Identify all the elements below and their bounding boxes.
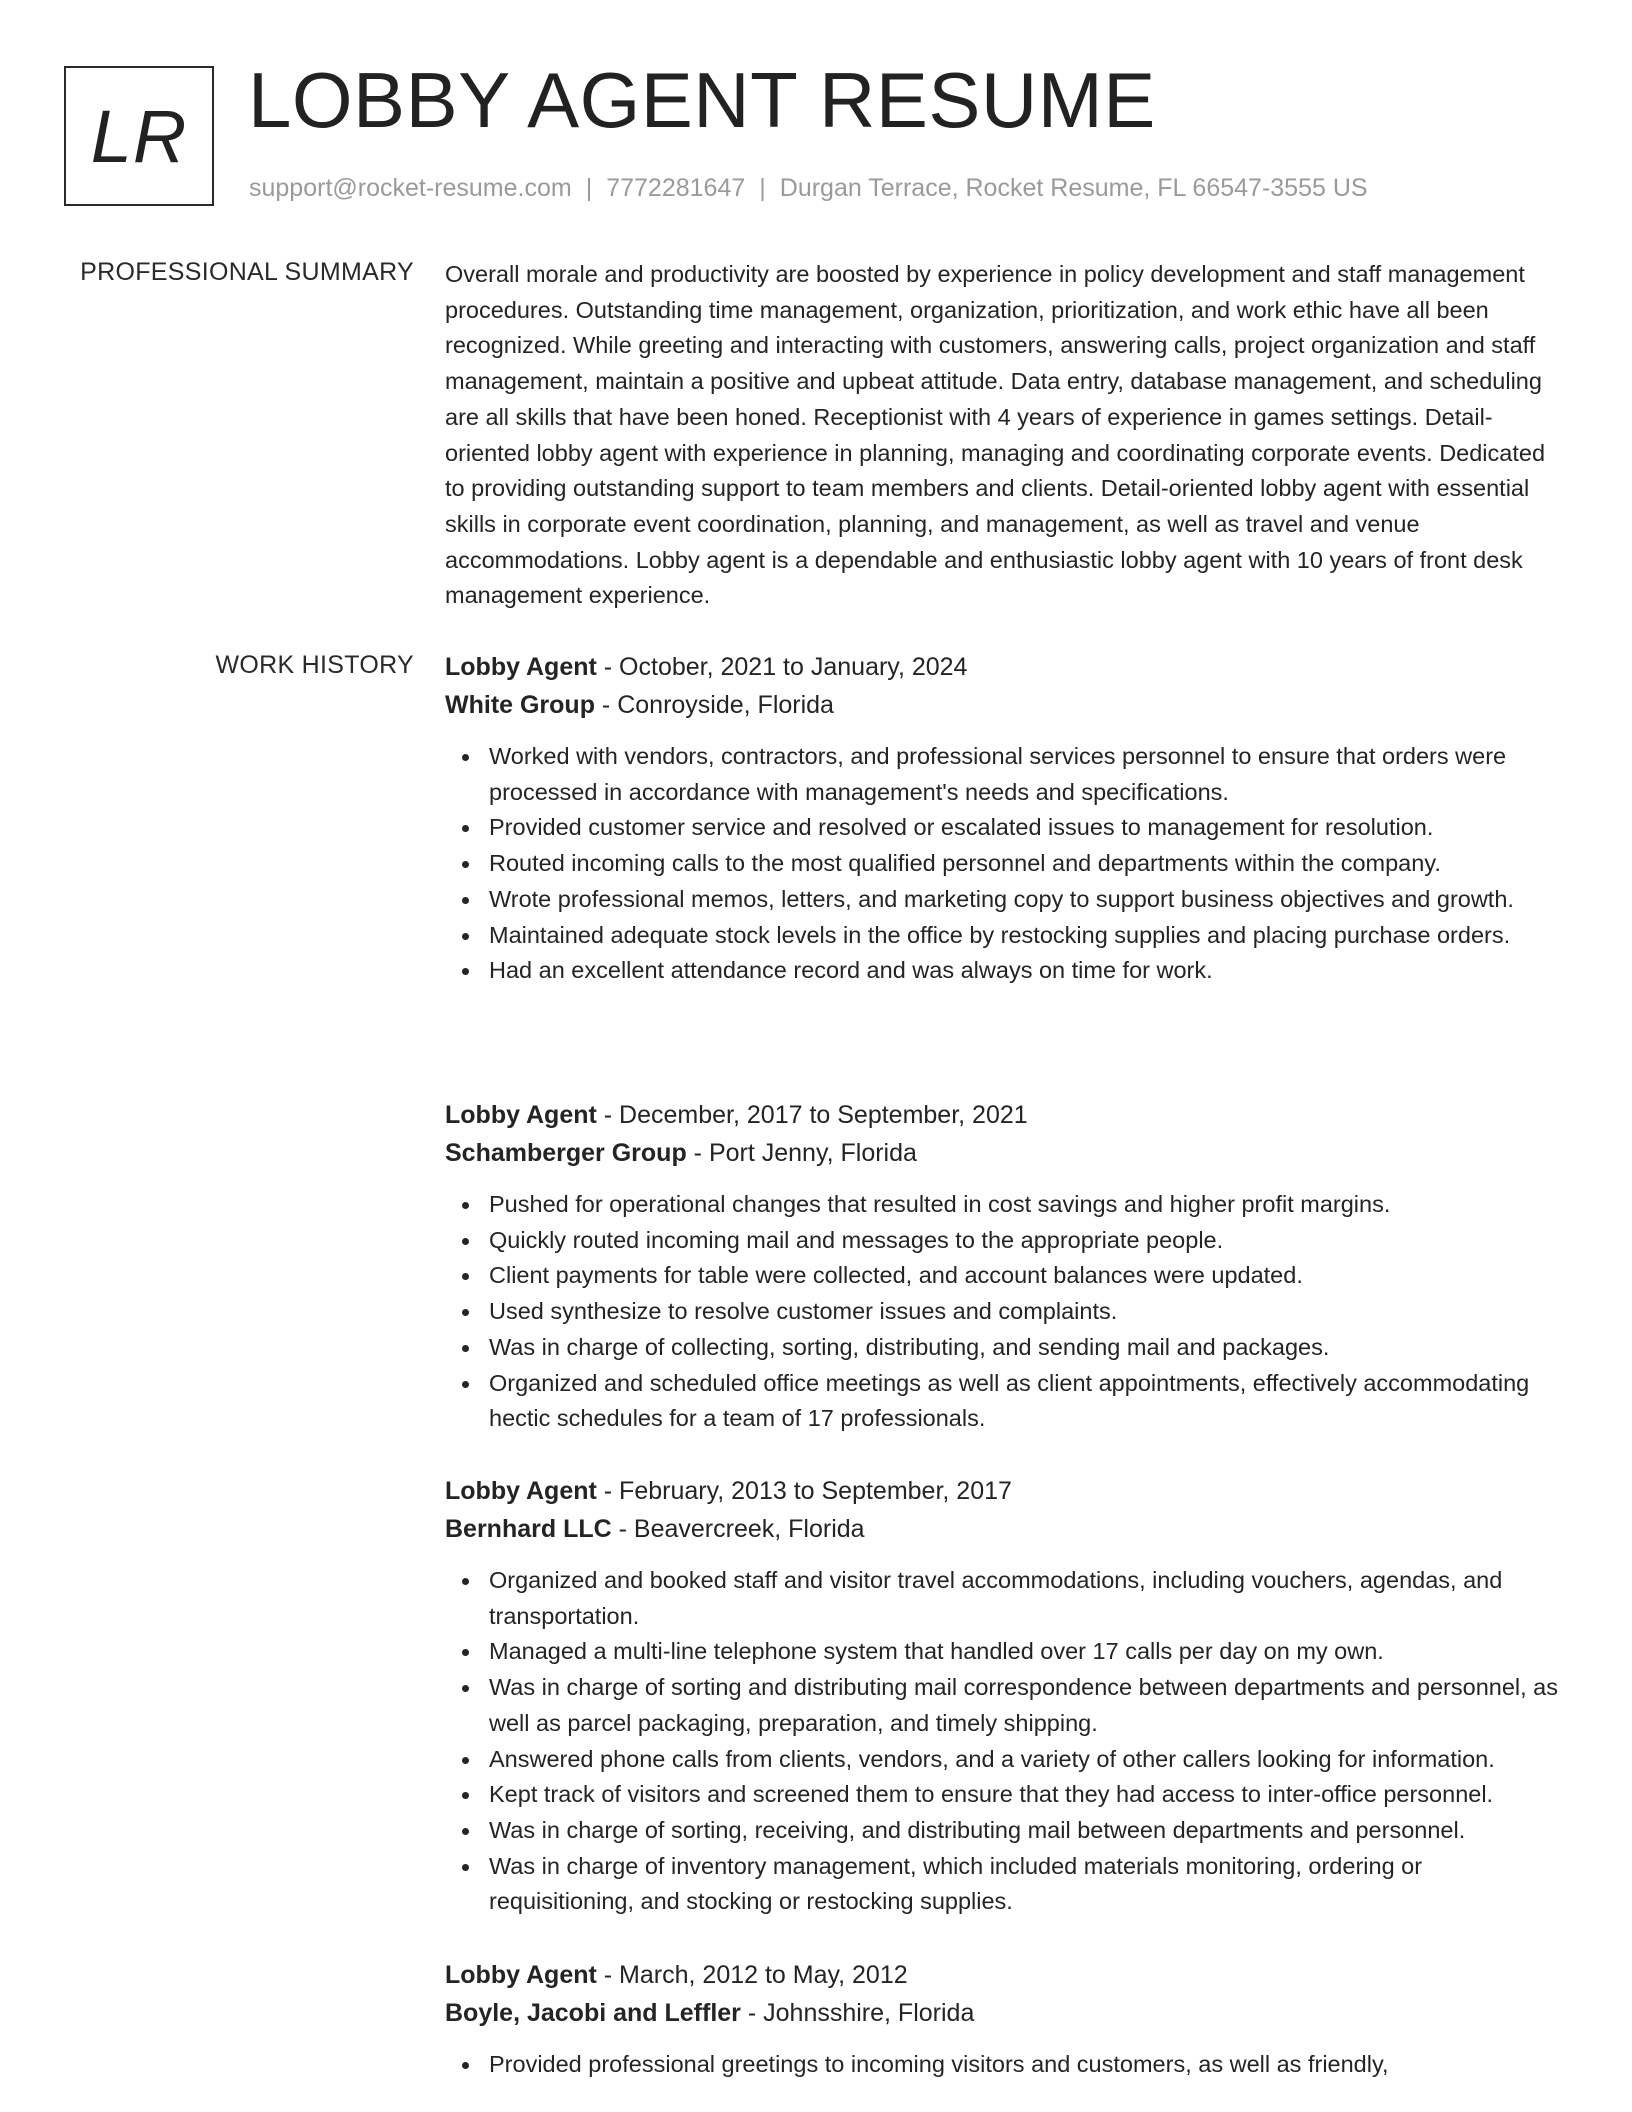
job-dates: - December, 2017 to September, 2021 [596,1101,1028,1129]
contact-line [249,174,1368,203]
job-bullet: Was in charge of collecting, sorting, distributing, and sending mail and packages. [489,1330,1561,1366]
job-company-line [445,1994,1561,2032]
job-bullet: Provided customer service and resolved or escalated issues to management for resolution. [489,810,1561,846]
job-bullet: Organized and scheduled office meetings as well as client appointments, effectively accommodating hectic schedules for a team of 17 professionals. [489,1366,1561,1437]
contact-address: Durgan Terrace, Rocket Resume, FL 66547-3555 US [779,174,1368,202]
job-entry [445,1096,1561,1437]
job-bullet: Was in charge of sorting and distributing mail correspondence between departments and personnel, as well as parcel packaging, preparation, and timely shipping. [489,1670,1561,1741]
job-bullets [445,1187,1561,1437]
job-title: Lobby Agent [445,1477,597,1505]
job-title: Lobby Agent [445,1101,597,1129]
contact-phone[interactable]: 7772281647 [606,174,746,202]
job-bullet: Organized and booked staff and visitor travel accommodations, including vouchers, agendas, and transportation. [489,1563,1561,1634]
section-label-work-history: WORK HISTORY [215,651,414,679]
job-title: Lobby Agent [445,653,597,681]
job-company: Boyle, Jacobi and Leffler [445,1999,741,2027]
job-entry [445,648,1561,989]
job-company-line [445,1510,1561,1548]
job-dates: - March, 2012 to May, 2012 [596,1961,908,1989]
job-bullet: Was in charge of inventory management, which included materials monitoring, ordering or requisitioning, and stocking or restocking supplies. [489,1849,1561,1920]
job-bullet: Worked with vendors, contractors, and professional services personnel to ensure that orders were processed in accordance with management's needs and specifications. [489,739,1561,810]
resume-title: LOBBY AGENT RESUME [248,56,1156,144]
section-label-summary: PROFESSIONAL SUMMARY [80,258,414,286]
job-bullets [445,1563,1561,1920]
summary-text: Overall morale and productivity are boosted by experience in policy development and staff management procedures. Outstanding time management, organization, prioritization, and work ethic have all been recognized. While greeting and interacting with customers, answering calls, project organization and staff management, maintain a positive and upbeat attitude. Data entry, database management, and scheduling are all skills that have been honed. Receptionist with 4 years of experience in games settings. Detail-oriented lobby agent with experience in planning, managing and coordinating corporate events. Dedicated to providing outstanding support to team members and clients. Detail-oriented lobby agent with essential skills in corporate event coordination, planning, and management, as well as travel and venue accommodations. Lobby agent is a dependable and enthusiastic lobby agent with 10 years of front desk management experience. [445,261,1546,609]
job-bullet: Provided professional greetings to incoming visitors and customers, as well as friendly, [489,2047,1561,2083]
job-company: Schamberger Group [445,1139,687,1167]
job-bullets [445,2047,1561,2083]
job-bullet: Maintained adequate stock levels in the office by restocking supplies and placing purchase orders. [489,918,1561,954]
contact-separator: | [759,174,766,202]
job-bullet: Routed incoming calls to the most qualified personnel and departments within the company. [489,846,1561,882]
job-bullet: Used synthesize to resolve customer issues and complaints. [489,1294,1561,1330]
job-title-line [445,1472,1561,1510]
job-bullet: Client payments for table were collected, and account balances were updated. [489,1258,1561,1294]
job-title-line [445,1956,1561,1994]
job-entry [445,1956,1561,2083]
job-company-line [445,686,1561,724]
job-bullet: Kept track of visitors and screened them to ensure that they had access to inter-office personnel. [489,1777,1561,1813]
job-location: - Conroyside, Florida [594,691,834,719]
job-bullet: Managed a multi-line telephone system that handled over 17 calls per day on my own. [489,1634,1561,1670]
job-bullets [445,739,1561,989]
job-location: - Beavercreek, Florida [611,1515,865,1543]
job-company: Bernhard LLC [445,1515,612,1543]
job-bullet: Had an excellent attendance record and was always on time for work. [489,953,1561,989]
job-entry [445,1472,1561,1920]
job-title-line [445,1096,1561,1134]
job-dates: - October, 2021 to January, 2024 [596,653,968,681]
job-company-line [445,1134,1561,1172]
job-bullet: Was in charge of sorting, receiving, and distributing mail between departments and personnel. [489,1813,1561,1849]
job-bullet: Wrote professional memos, letters, and marketing copy to support business objectives and growth. [489,882,1561,918]
job-title-line [445,648,1561,686]
contact-separator: | [585,174,593,202]
job-location: - Port Jenny, Florida [686,1139,917,1167]
job-location: - Johnsshire, Florida [740,1999,975,2027]
monogram-text: LR [90,94,188,178]
job-bullet: Answered phone calls from clients, vendors, and a variety of other callers looking for information. [489,1742,1561,1778]
job-dates: - February, 2013 to September, 2017 [596,1477,1012,1505]
job-bullet: Pushed for operational changes that resulted in cost savings and higher profit margins. [489,1187,1561,1223]
job-bullet: Quickly routed incoming mail and messages to the appropriate people. [489,1223,1561,1259]
job-company: White Group [445,691,595,719]
monogram-logo [64,66,214,206]
summary-block [445,257,1561,614]
job-title: Lobby Agent [445,1961,597,1989]
contact-email[interactable]: support@rocket-resume.com [249,174,572,202]
